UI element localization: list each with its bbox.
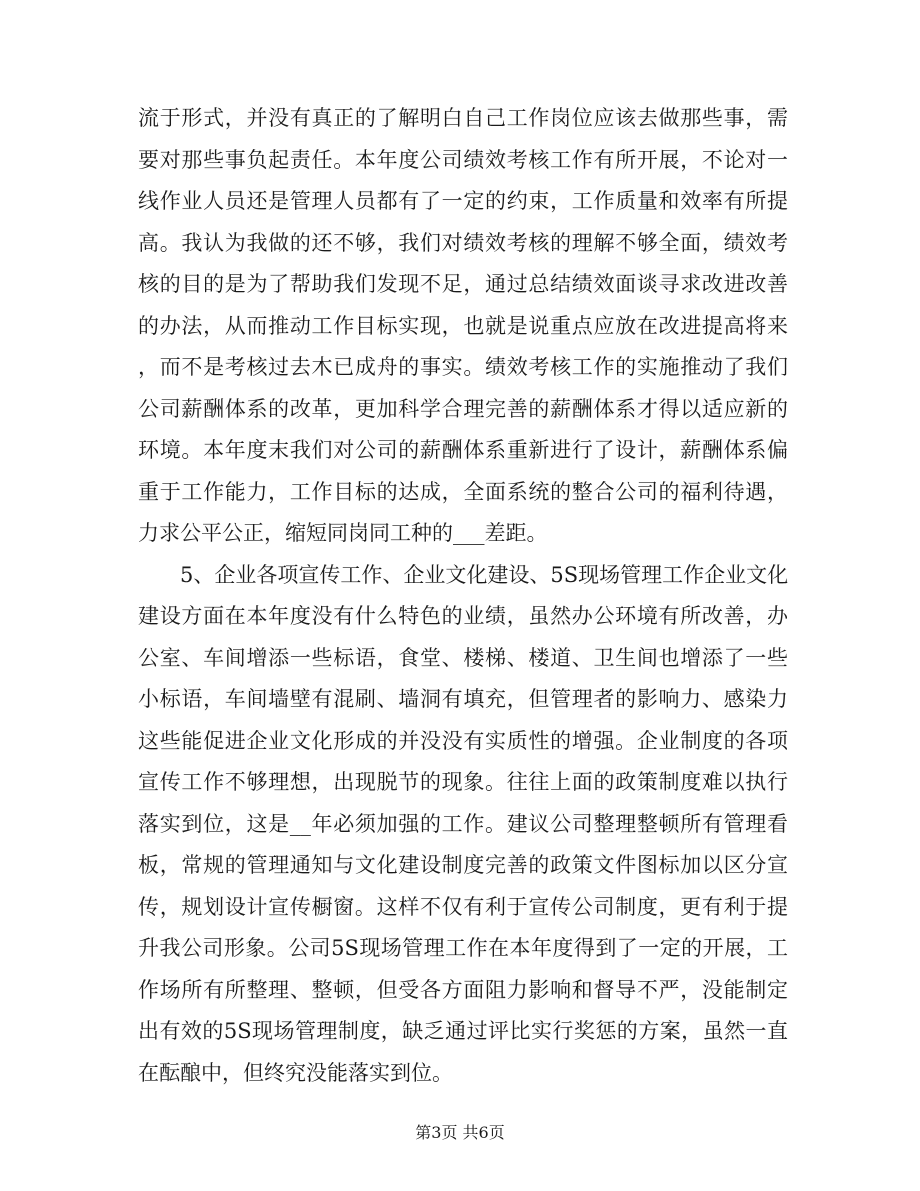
- page-number: 第3页 共6页: [415, 1123, 505, 1142]
- text-line: 重于工作能力，工作目标的达成，全面系统的整合公司的福利待遇，: [138, 479, 788, 504]
- text-line: 落实到位，这是__年必须加强的工作。建议公司整理整顿所有管理看: [138, 811, 788, 836]
- text-line: 传，规划设计宣传橱窗。这样不仅有利于宣传公司制度，更有利于提: [138, 894, 788, 919]
- text-line: 宣传工作不够理想，出现脱节的现象。往往上面的政策制度难以执行: [138, 770, 788, 794]
- text-line: 线作业人员还是管理人员都有了一定的约束，工作质量和效率有所提: [138, 189, 788, 213]
- text-line: 公室、车间增添一些标语，食堂、楼梯、楼道、卫生间也增添了一些: [138, 645, 788, 670]
- text-line: 要对那些事负起责任。本年度公司绩效考核工作有所开展，不论对一: [138, 147, 788, 172]
- text-line: 高。我认为我做的还不够，我们对绩效考核的理解不够全面，绩效考: [138, 230, 788, 255]
- text-line: 核的目的是为了帮助我们发现不足，通过总结绩效面谈寻求改进改善: [138, 272, 788, 296]
- text-line: 公司薪酬体系的改革，更加科学合理完善的薪酬体系才得以适应新的: [138, 396, 788, 421]
- paragraph-1: [138, 98, 788, 555]
- text-line: 作场所有所整理、整顿，但受各方面阻力影响和督导不严，没能制定: [138, 977, 788, 1002]
- text-line: ，而不是考核过去木已成舟的事实。绩效考核工作的实施推动了我们: [138, 355, 788, 379]
- text-line: 力求公平公正，缩短同岗同工种的___差距。: [138, 521, 548, 545]
- paragraph-2: [138, 555, 788, 1095]
- text-line: 的办法，从而推动工作目标实现，也就是说重点应放在改进提高将来: [138, 313, 788, 338]
- text-line: 升我公司形象。公司5S现场管理工作在本年度得到了一定的开展，工: [138, 936, 788, 960]
- text-line: 建设方面在本年度没有什么特色的业绩，虽然办公环境有所改善，办: [138, 604, 788, 628]
- text-line: 板，常规的管理通知与文化建设制度完善的政策文件图标加以区分宣: [138, 853, 788, 877]
- text-line: 出有效的5S现场管理制度，缺乏通过评比实行奖惩的方案，虽然一直: [138, 1019, 788, 1043]
- text-line: 流于形式，并没有真正的了解明白自己工作岗位应该去做那些事，需: [138, 106, 788, 130]
- text-line: 小标语，车间墙壁有混刷、墙洞有填充，但管理者的影响力、感染力: [138, 687, 788, 711]
- document-body: [138, 98, 788, 1094]
- text-line: 5、企业各项宣传工作、企业文化建设、5S现场管理工作企业文化: [180, 562, 789, 587]
- text-line: 环境。本年度末我们对公司的薪酬体系重新进行了设计，薪酬体系偏: [138, 438, 788, 462]
- text-line: 这些能促进企业文化形成的并没没有实质性的增强。企业制度的各项: [138, 728, 788, 753]
- text-line: 在酝酿中，但终究没能落实到位。: [138, 1060, 453, 1085]
